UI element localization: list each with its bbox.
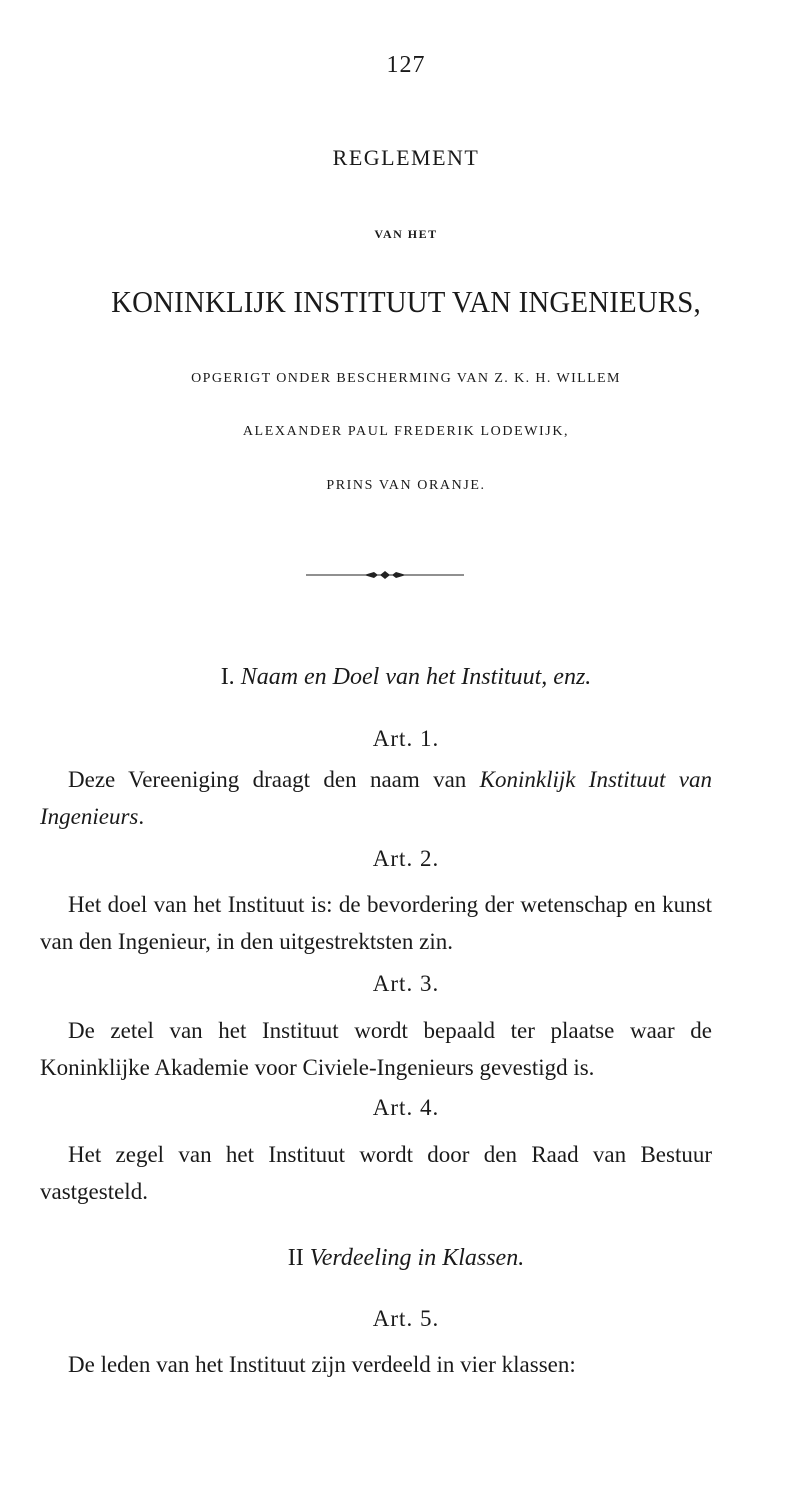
institute-name: KONINKLIJK INSTITUUT VAN INGENIEURS, (111, 284, 701, 319)
ornamental-divider (306, 568, 464, 582)
founding-line-2: ALEXANDER PAUL FREDERIK LODEWIJK, (242, 424, 570, 439)
section-number: I. (220, 664, 235, 690)
institute-name-italic: Koninklijk Instituut van Ingenieurs (40, 767, 713, 829)
article-text-4: Het zegel van het Instituut wordt door den Raad van Bestuur vastgesteld. (40, 1142, 712, 1204)
article-text-1: Deze Vereeniging draagt den naam van Koninklijk Instituut van Ingenieurs. (40, 767, 713, 829)
section-title: Verdeeling in Klassen. (309, 1245, 525, 1271)
section-title: Naam en Doel van het Instituut, enz. (240, 664, 592, 690)
article-label-3: Art. 3. (372, 971, 440, 996)
section-number: II (287, 1245, 304, 1271)
article-text-3: De zetel van het Instituut wordt bepaald ter plaatse waar de Koninklijke Akademie voor Civiele-Ingenieurs gevestigd is. (40, 1018, 712, 1080)
article-label-1: Art. 1. (372, 726, 440, 751)
article-label-5: Art. 5. (372, 1306, 440, 1331)
title-connector: VAN HET (374, 227, 438, 241)
article-text-2: Het doel van het Instituut is: de bevordering der wetenschap en kunst van den Ingenieur, in den uitgestrektsten zin. (40, 892, 712, 954)
founding-line-1: OPGERIGT ONDER BESCHERMING VAN Z. K. H. WILLEM (191, 371, 621, 386)
article-label-4: Art. 4. (372, 1095, 440, 1120)
page-number: 127 (386, 52, 426, 78)
founding-line-3: PRINS VAN ORANJE. (326, 478, 486, 493)
section-heading-1 (0, 664, 812, 691)
section-heading-2 (0, 1245, 812, 1272)
article-text-5: De leden van het Instituut zijn verdeeld in vier klassen: (68, 1352, 576, 1377)
article-label-2: Art. 2. (372, 846, 440, 871)
document-title: REGLEMENT (332, 145, 480, 170)
